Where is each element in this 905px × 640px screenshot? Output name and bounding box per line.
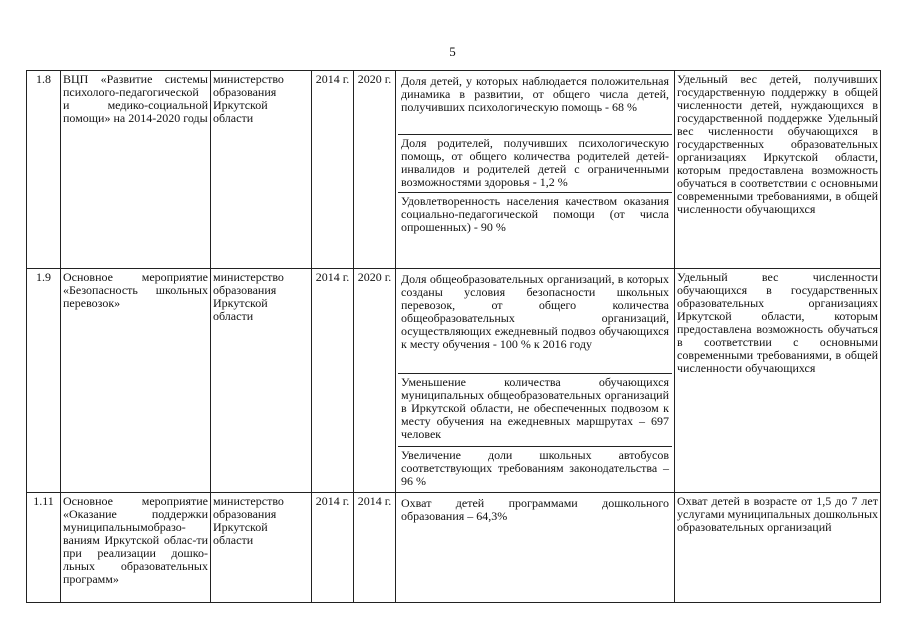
indicator: Доля общеобразовательных организаций, в которых созданы условия безопасности школьных перевозок, от общего количества общеобразовательных организаций, осуществляющих ежедневный подвоз обучающихся к месту обучения - 100 % к 2016 году [398,271,672,374]
indicator: Доля родителей, получивших психологическую помощь, от общего количества родителей детей-инвалидов и родителей детей с ограниченными возможностями здоровья - 1,2 % [398,135,672,193]
executor: министерство образования Иркутской области [211,269,312,493]
page-number: 5 [449,44,456,59]
table-row [27,269,881,493]
indicators-cell [396,269,675,493]
table-row [27,71,881,269]
indicators-cell [396,493,675,603]
indicators-cell [396,71,675,269]
executor: министерство образования Иркутской области [211,71,312,269]
end-year: 2020 г. [354,269,396,493]
expected-result: Удельный вес детей, получивших государственную поддержку в общей численности детей, нуждающихся в государственной поддержке Удельный вес численности обучающихся в государственных образовательных организациях Иркутской области, которым предоставлена возможность обучаться в соответствии с основными современными требованиями, в общей численности обучающихся [675,71,881,269]
expected-result: Охват детей в возрасте от 1,5 до 7 лет услугами муниципальных дошкольных образовательных организаций [675,493,881,603]
start-year: 2014 г. [312,493,354,603]
indicator: Доля детей, у которых наблюдается положительная динамика в развитии, от общего числа детей, получивших психологическую помощь - 68 % [398,73,672,135]
executor: министерство образования Иркутской области [211,493,312,603]
measure-name: Основное мероприятие «Безопасность школьных перевозок» [61,269,211,493]
expected-result: Удельный вес численности обучающихся в государственных образовательных организациях Иркутской области, которым предоставлена возможность обучаться в соответствии с основными современными требованиями, в общей численности обучающихся [675,269,881,493]
row-number: 1.8 [27,71,61,269]
table-row [27,493,881,603]
end-year: 2014 г. [354,493,396,603]
indicator: Увеличение доли школьных автобусов соответствующих требованиям законодательства – 96 % [401,448,669,488]
end-year: 2020 г. [354,71,396,269]
measure-name: Основное мероприятие «Оказание поддержки муниципальнымобразо-ваниям Иркутской облас-ти при реализации дошко-льных образовательных программ» [61,493,211,603]
row-number: 1.11 [27,493,61,603]
indicator: Охват детей программами дошкольного образования – 64,3% [401,496,669,523]
indicator: Уменьшение количества обучающихся муниципальных общеобразовательных организаций в Иркутской области, не обеспеченных подвозом к месту обучения на ежедневных маршрутах – 697 человек [398,374,672,447]
row-number: 1.9 [27,269,61,493]
indicator: Удовлетворенность населения качеством оказания социально-педагогической помощи (от числа опрошенных) - 90 % [401,194,669,234]
measure-name: ВЦП «Развитие системы психолого-педагогической и медико-социальной помощи» на 2014-2020 годы [61,71,211,269]
start-year: 2014 г. [312,71,354,269]
start-year: 2014 г. [312,269,354,493]
measures-table [26,70,881,603]
